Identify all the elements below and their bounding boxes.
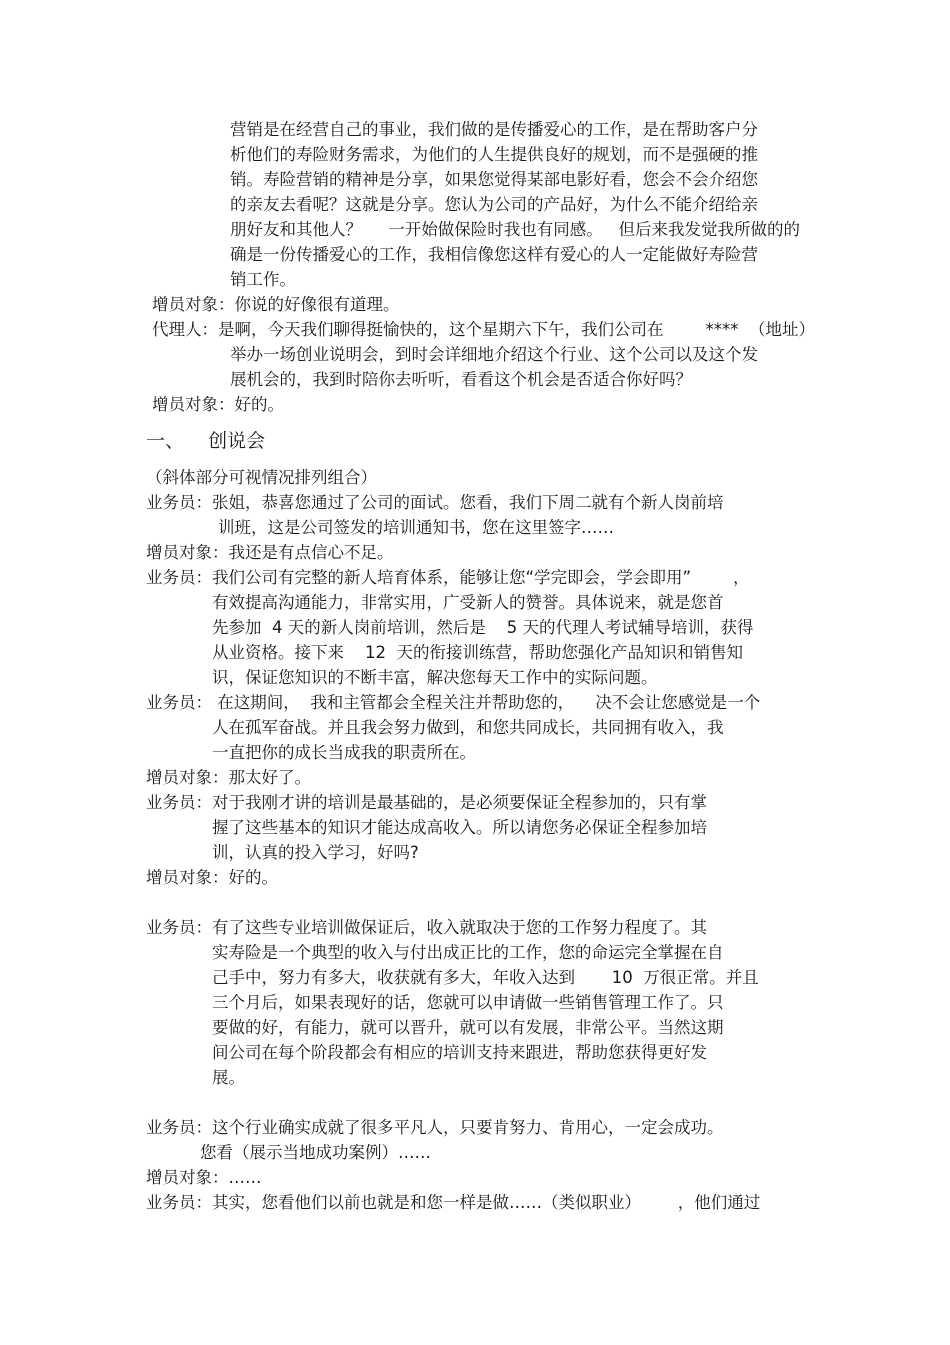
text-line: 增员对象：…… xyxy=(146,1168,262,1187)
text-line: 先参加 4 天的新人岗前培训，然后是 5 天的代理人考试辅导培训，获得 xyxy=(212,618,754,637)
text-line: 业务员：对于我刚才讲的培训是最基础的，是必须要保证全程参加的，只有掌 xyxy=(146,793,707,812)
text-line: 一直把你的成长当成我的职责所在。 xyxy=(212,743,476,762)
text-line: 增员对象：好的。 xyxy=(152,395,284,414)
text-line: 训，认真的投入学习，好吗? xyxy=(212,843,419,862)
text-line: 您看（展示当地成功案例）…… xyxy=(200,1143,431,1162)
text-line: 握了这些基本的知识才能达成高收入。所以请您务必保证全程参加培 xyxy=(212,818,707,837)
text-line: 销工作。 xyxy=(230,270,296,289)
text-line: 展。 xyxy=(212,1068,245,1087)
text-line: 要做的好，有能力，就可以晋升，就可以有发展，非常公平。当然这期 xyxy=(212,1018,724,1037)
text-line: 增员对象：你说的好像很有道理。 xyxy=(152,295,400,314)
text-line: 业务员：这个行业确实成就了很多平凡人，只要肯努力、肯用心，一定会成功。 xyxy=(146,1118,724,1137)
text-line: 的亲友去看呢？这就是分享。您认为公司的产品好，为什么不能介绍给亲 xyxy=(230,195,758,214)
text-line: 增员对象：我还是有点信心不足。 xyxy=(146,543,394,562)
text-line: 业务员： 在这期间， 我和主管都会全程关注并帮助您的， 决不会让您感觉是一个 xyxy=(146,693,761,712)
text-line: 增员对象：那太好了。 xyxy=(146,768,311,787)
text-line: 业务员：有了这些专业培训做保证后，收入就取决于您的工作努力程度了。其 xyxy=(146,918,707,937)
text-line: 朋好友和其他人？ 一开始做保险时我也有同感。 但后来我发觉我所做的的 xyxy=(230,220,800,239)
text-line: 三个月后，如果表现好的话，您就可以申请做一些销售管理工作了。只 xyxy=(212,993,724,1012)
text-line: 间公司在每个阶段都会有相应的培训支持来跟进，帮助您获得更好发 xyxy=(212,1043,707,1062)
text-line: 析他们的寿险财务需求，为他们的人生提供良好的规划，而不是强硬的推 xyxy=(230,145,758,164)
text-line: 训班，这是公司签发的培训通知书，您在这里签字…… xyxy=(218,518,614,537)
text-line: 确是一份传播爱心的工作，我相信像您这样有爱心的人一定能做好寿险营 xyxy=(230,245,758,264)
text-line: 人在孤军奋战。并且我会努力做到，和您共同成长，共同拥有收入，我 xyxy=(212,718,724,737)
text-line: 代理人：是啊，今天我们聊得挺愉快的，这个星期六下午，我们公司在 **** （地址） xyxy=(152,320,815,339)
text-line: 从业资格。接下来 12 天的衔接训练营，帮助您强化产品知识和销售知 xyxy=(212,643,743,662)
text-line: 业务员：我们公司有完整的新人培育体系，能够让您“学完即会，学会即用” ， xyxy=(146,568,750,587)
text-line: 业务员：张姐，恭喜您通过了公司的面试。您看，我们下周二就有个新人岗前培 xyxy=(146,493,724,512)
text-line: 展机会的，我到时陪你去听听，看看这个机会是否适合你好吗？ xyxy=(230,370,692,389)
text-line: 识，保证您知识的不断丰富，解决您每天工作中的实际问题。 xyxy=(212,668,658,687)
text-line: 营销是在经营自己的事业，我们做的是传播爱心的工作，是在帮助客户分 xyxy=(230,120,758,139)
text-line: 销。寿险营销的精神是分享，如果您觉得某部电影好看，您会不会介绍您 xyxy=(230,170,758,189)
text-line: 增员对象：好的。 xyxy=(146,868,278,887)
section-heading: 一、 创说会 xyxy=(146,430,266,452)
text-line: 有效提高沟通能力，非常实用，广受新人的赞誉。具体说来，就是您首 xyxy=(212,593,724,612)
text-line: 业务员：其实，您看他们以前也就是和您一样是做……（类似职业） ，他们通过 xyxy=(146,1193,761,1212)
text-line: 己手中，努力有多大，收获就有多大，年收入达到 10 万很正常。并且 xyxy=(212,968,759,987)
text-line: 举办一场创业说明会，到时会详细地介绍这个行业、这个公司以及这个发 xyxy=(230,345,758,364)
text-line: 实寿险是一个典型的收入与付出成正比的工作，您的命运完全掌握在自 xyxy=(212,943,724,962)
text-line: （斜体部分可视情况排列组合） xyxy=(146,468,377,487)
